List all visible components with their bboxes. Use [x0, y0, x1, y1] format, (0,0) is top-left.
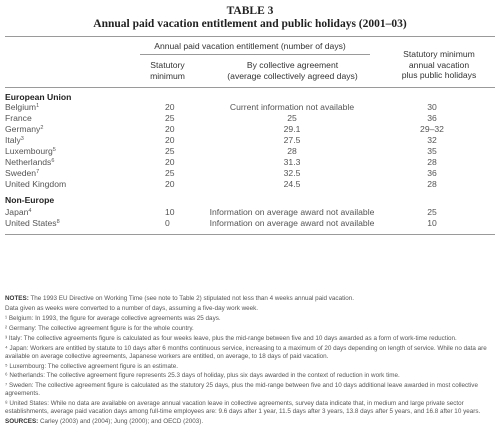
note-text: ⁸ United States: While no data are available on average annual vacation leave in collective agreements, survey data indicate that, in medium and large private sector establishments, average paid vacation days among full-time employees are: 9.6 days after 1 year, 11.5 days after 3 years, 13.8 days after 5 years, and 16.8 after 10 years.	[5, 400, 481, 415]
collective-cell: Current information not available	[229, 102, 355, 112]
footnote-marker: 3	[20, 136, 24, 142]
note-text: ³ Italy: The collective agreements figure is calculated as four weeks leave, plus the mid-range between five and 10 days awarded as a form of work-time reduction.	[5, 334, 457, 342]
header-collective	[210, 60, 375, 81]
total-cell: 30	[427, 102, 437, 112]
statutory-cell: 20	[165, 179, 175, 189]
note-item	[5, 400, 497, 415]
collective-cell: 28	[287, 146, 297, 156]
collective-cell: Information on average award not available	[209, 207, 375, 217]
total-cell: 10	[427, 218, 437, 228]
country-cell: United Kingdom	[5, 179, 67, 189]
collective-cell: Information on average award not available	[209, 218, 375, 228]
note-text: ⁶ Netherlands: The collective agreement figure represents 25.3 days of holiday, plus six days awarded in the context of reduction in work time.	[5, 372, 400, 380]
note-text: ⁴ Japan: Workers are entitled by statute to 10 days after 6 months continuous service, increasing to a maximum of 20 days depending on length of service. While no data are available on average collective agreements, Japanese workers are entitled, on average, to 18 days of paid vacation.	[5, 344, 487, 360]
note-item	[5, 305, 497, 313]
country-cell: France	[5, 113, 32, 123]
country-cell: Italy$^3$	[5, 135, 24, 145]
footnote-marker: 8	[56, 219, 60, 225]
collective-cell: 24.5	[283, 179, 301, 189]
footnote-marker: 6	[51, 158, 55, 164]
note-text: Data given as weeks were converted to a number of days, assuming a five-day work week.	[5, 304, 259, 312]
header-statutory-line1: Statutory	[150, 60, 185, 70]
note-text: The 1993 EU Directive on Working Time (see note to Table 2) stipulated not less than 4 weeks annual paid vacation.	[30, 295, 354, 302]
statutory-cell: 0	[165, 218, 170, 228]
section-heading: European Union	[5, 92, 72, 102]
header-total-line1: Statutory minimum	[403, 49, 475, 59]
header-total	[383, 49, 495, 81]
table-notes	[5, 295, 497, 428]
header-rule	[5, 87, 495, 88]
footnote-marker: 2	[40, 125, 44, 131]
country-cell: Netherlands$^6$	[5, 157, 55, 167]
note-text: ⁵ Luxembourg: The collective agreement figure is an estimate.	[5, 362, 178, 370]
note-text: ² Germany: The collective agreement figure is for the whole country.	[5, 324, 194, 332]
collective-cell: 29.1	[283, 124, 301, 134]
header-collective-line1: By collective agreement	[246, 60, 339, 70]
note-label: NOTES:	[5, 295, 29, 302]
header-total-line2: annual vacation	[408, 59, 470, 70]
total-cell: 28	[427, 157, 437, 167]
collective-cell: 32.5	[283, 168, 301, 178]
country-cell: Luxembourg$^5$	[5, 146, 56, 156]
total-cell: 35	[427, 146, 437, 156]
header-group: Annual paid vacation entitlement (number of days)	[154, 41, 346, 51]
group-rule	[140, 54, 370, 55]
country-cell: Japan$^4$	[5, 207, 32, 217]
note-item	[5, 315, 497, 323]
section-heading: Non-Europe	[5, 195, 55, 205]
footnote-marker: 5	[52, 147, 56, 153]
note-item	[5, 418, 497, 426]
table-title: Annual paid vacation entitlement and public holidays (2001–03)	[93, 18, 407, 30]
statutory-cell: 20	[165, 135, 175, 145]
total-cell: 29–32	[420, 124, 444, 134]
header-collective-line2: (average collectively agreed days)	[227, 70, 358, 81]
note-label: SOURCES:	[5, 417, 39, 425]
country-cell: Germany$^2$	[5, 124, 44, 134]
footnote-marker: 1	[36, 103, 40, 109]
total-cell: 36	[427, 113, 437, 123]
total-cell: 32	[427, 135, 437, 145]
total-cell: 25	[427, 207, 437, 217]
bottom-rule	[5, 234, 495, 235]
header-statutory	[135, 60, 200, 81]
note-text: ⁷ Sweden: The collective agreement figure is calculated as the statutory 25 days, plus the mid-range between five and 10 days additional leave awarded in most collective agreements.	[5, 382, 478, 398]
statutory-cell: 20	[165, 157, 175, 167]
statutory-cell: 20	[165, 102, 175, 112]
note-item	[5, 325, 497, 333]
header-statutory-line2: minimum	[150, 70, 185, 81]
country-cell: United States$^8$	[5, 218, 60, 228]
statutory-cell: 10	[165, 207, 175, 217]
table-number: TABLE 3	[226, 5, 274, 17]
header-total-line3: plus public holidays	[401, 70, 477, 80]
total-cell: 36	[427, 168, 437, 178]
note-item	[5, 363, 497, 371]
collective-cell: 27.5	[283, 135, 301, 145]
note-item	[5, 382, 497, 397]
statutory-cell: 25	[165, 113, 175, 123]
note-text: Carley (2003) and (2004); Jung (2000); and OECD (2003).	[40, 417, 204, 425]
note-text: ¹ Belgium: In 1993, the figure for average collective agreements was 25 days.	[5, 314, 221, 322]
note-item	[5, 295, 497, 303]
total-cell: 28	[427, 179, 437, 189]
note-item	[5, 335, 497, 343]
country-cell: Belgium$^1$	[5, 102, 40, 112]
top-rule	[5, 36, 495, 37]
note-item	[5, 372, 497, 380]
statutory-cell: 25	[165, 146, 175, 156]
country-cell: Sweden$^7$	[5, 168, 40, 178]
statutory-cell: 20	[165, 124, 175, 134]
note-item	[5, 345, 497, 360]
footnote-marker: 4	[28, 208, 32, 214]
collective-cell: 31.3	[283, 157, 301, 167]
collective-cell: 25	[287, 113, 297, 123]
statutory-cell: 25	[165, 168, 175, 178]
footnote-marker: 7	[36, 169, 40, 175]
